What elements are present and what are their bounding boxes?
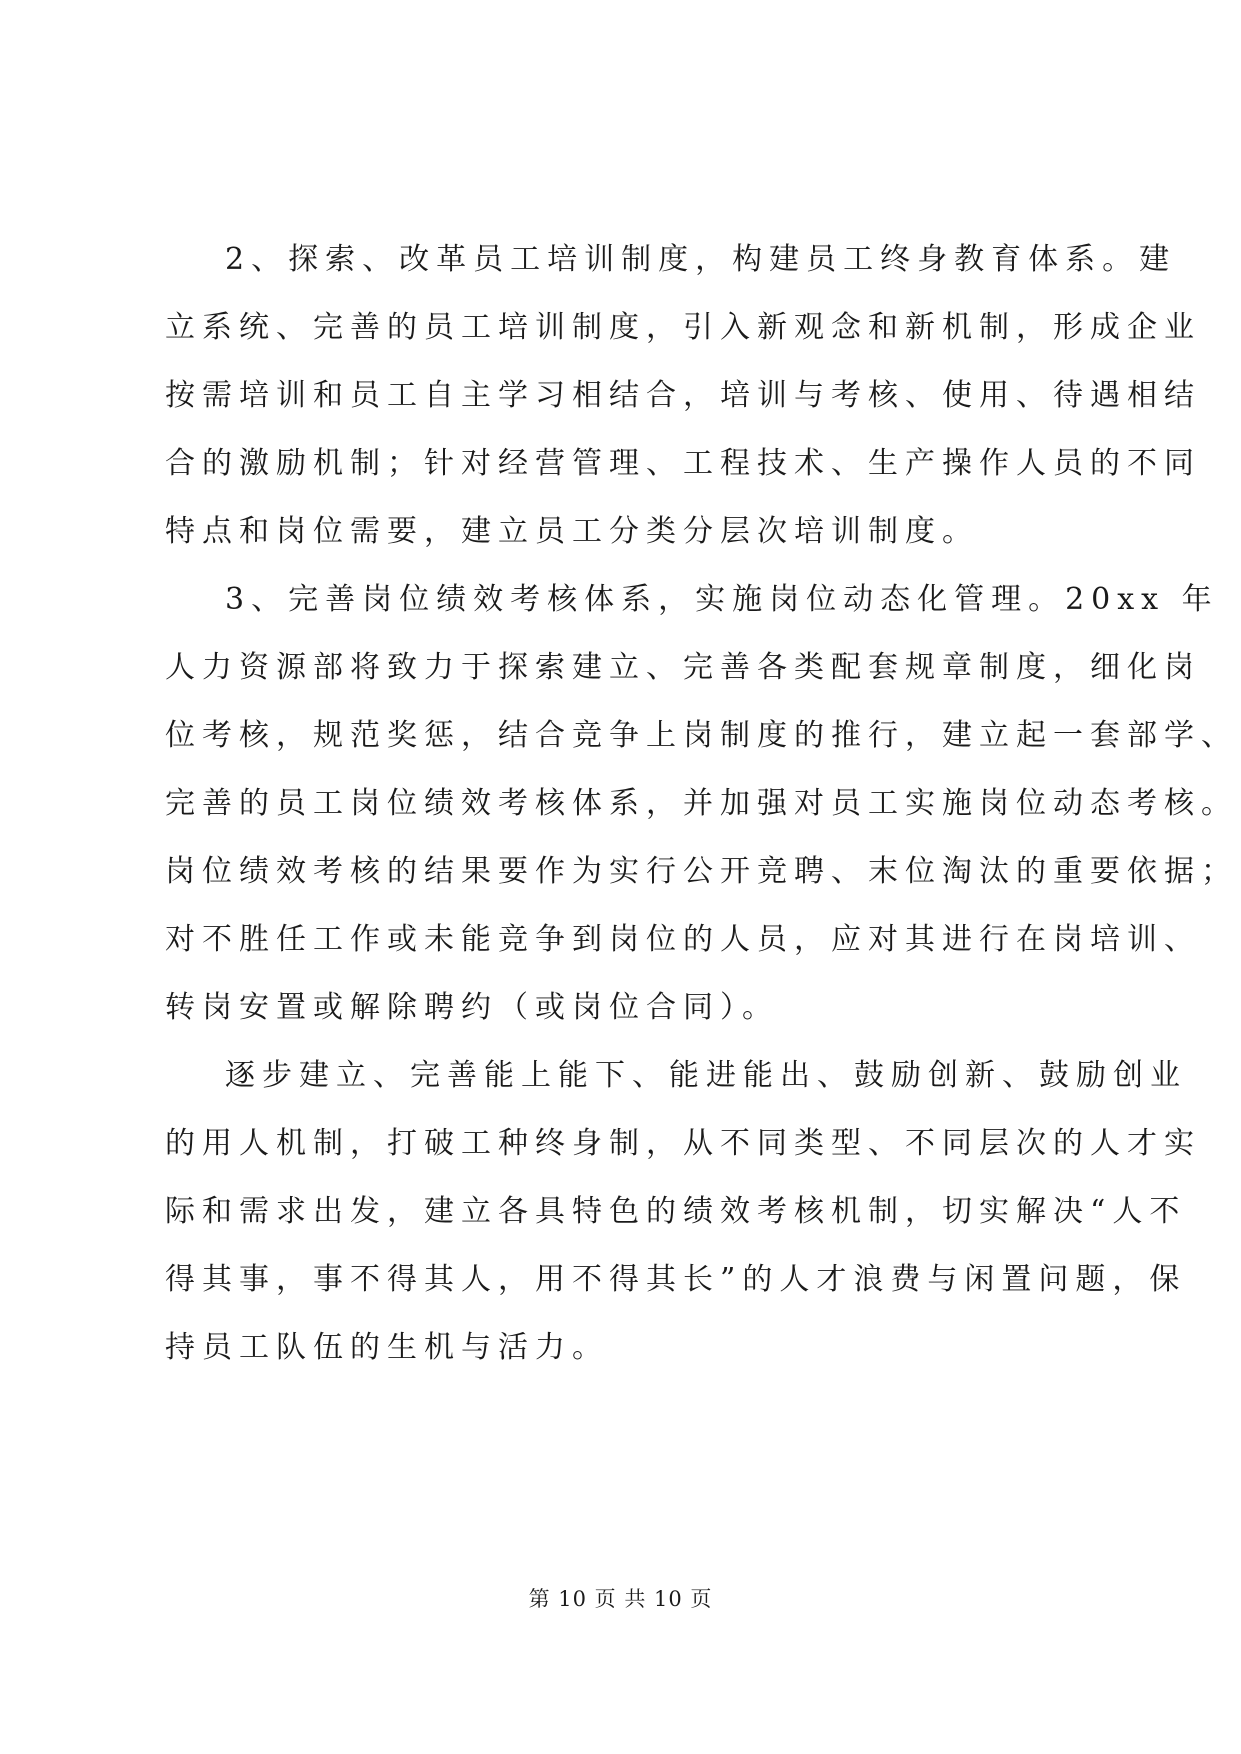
paragraph-2-line-3: 按需培训和员工自主学习相结合，培训与考核、使用、待遇相结	[165, 378, 1201, 413]
document-body	[165, 226, 1238, 1382]
paragraph-2-line-1: 2、探索、改革员工培训制度，构建员工终身教育体系。建	[225, 242, 1177, 277]
paragraph-3-line-3: 位考核，规范奖惩，结合竞争上岗制度的推行，建立起一套部学、	[165, 718, 1238, 753]
paragraph-4-line-2: 的用人机制，打破工种终身制，从不同类型、不同层次的人才实	[165, 1126, 1201, 1161]
paragraph-3-line-7: 转岗安置或解除聘约（或岗位合同）。	[165, 990, 779, 1025]
paragraph-2-line-4: 合的激励机制；针对经营管理、工程技术、生产操作人员的不同	[165, 446, 1201, 481]
paragraph-4-line-5: 持员工队伍的生机与活力。	[165, 1330, 609, 1365]
paragraph-4-line-4: 得其事，事不得其人，用不得其长”的人才浪费与闲置问题，保	[165, 1262, 1187, 1297]
paragraph-3-line-6: 对不胜任工作或未能竞争到岗位的人员，应对其进行在岗培训、	[165, 922, 1201, 957]
paragraph-3-line-4: 完善的员工岗位绩效考核体系，并加强对员工实施岗位动态考核。	[165, 786, 1238, 821]
paragraph-3-line-5: 岗位绩效考核的结果要作为实行公开竞聘、末位淘汰的重要依据；	[165, 854, 1238, 889]
paragraph-4-line-3: 际和需求出发，建立各具特色的绩效考核机制，切实解决“人不	[165, 1194, 1187, 1229]
paragraph-4-line-1: 逐步建立、完善能上能下、能进能出、鼓励创新、鼓励创业	[225, 1058, 1187, 1093]
paragraph-3-line-1: 3、完善岗位绩效考核体系，实施岗位动态化管理。20xx 年	[225, 582, 1219, 617]
paragraph-2-line-5: 特点和岗位需要，建立员工分类分层次培训制度。	[165, 514, 979, 549]
paragraph-2-line-2: 立系统、完善的员工培训制度，引入新观念和新机制，形成企业	[165, 310, 1201, 345]
paragraph-3-line-2: 人力资源部将致力于探索建立、完善各类配套规章制度，细化岗	[165, 650, 1201, 685]
page-number-footer: 第 10 页 共 10 页	[528, 1587, 713, 1611]
